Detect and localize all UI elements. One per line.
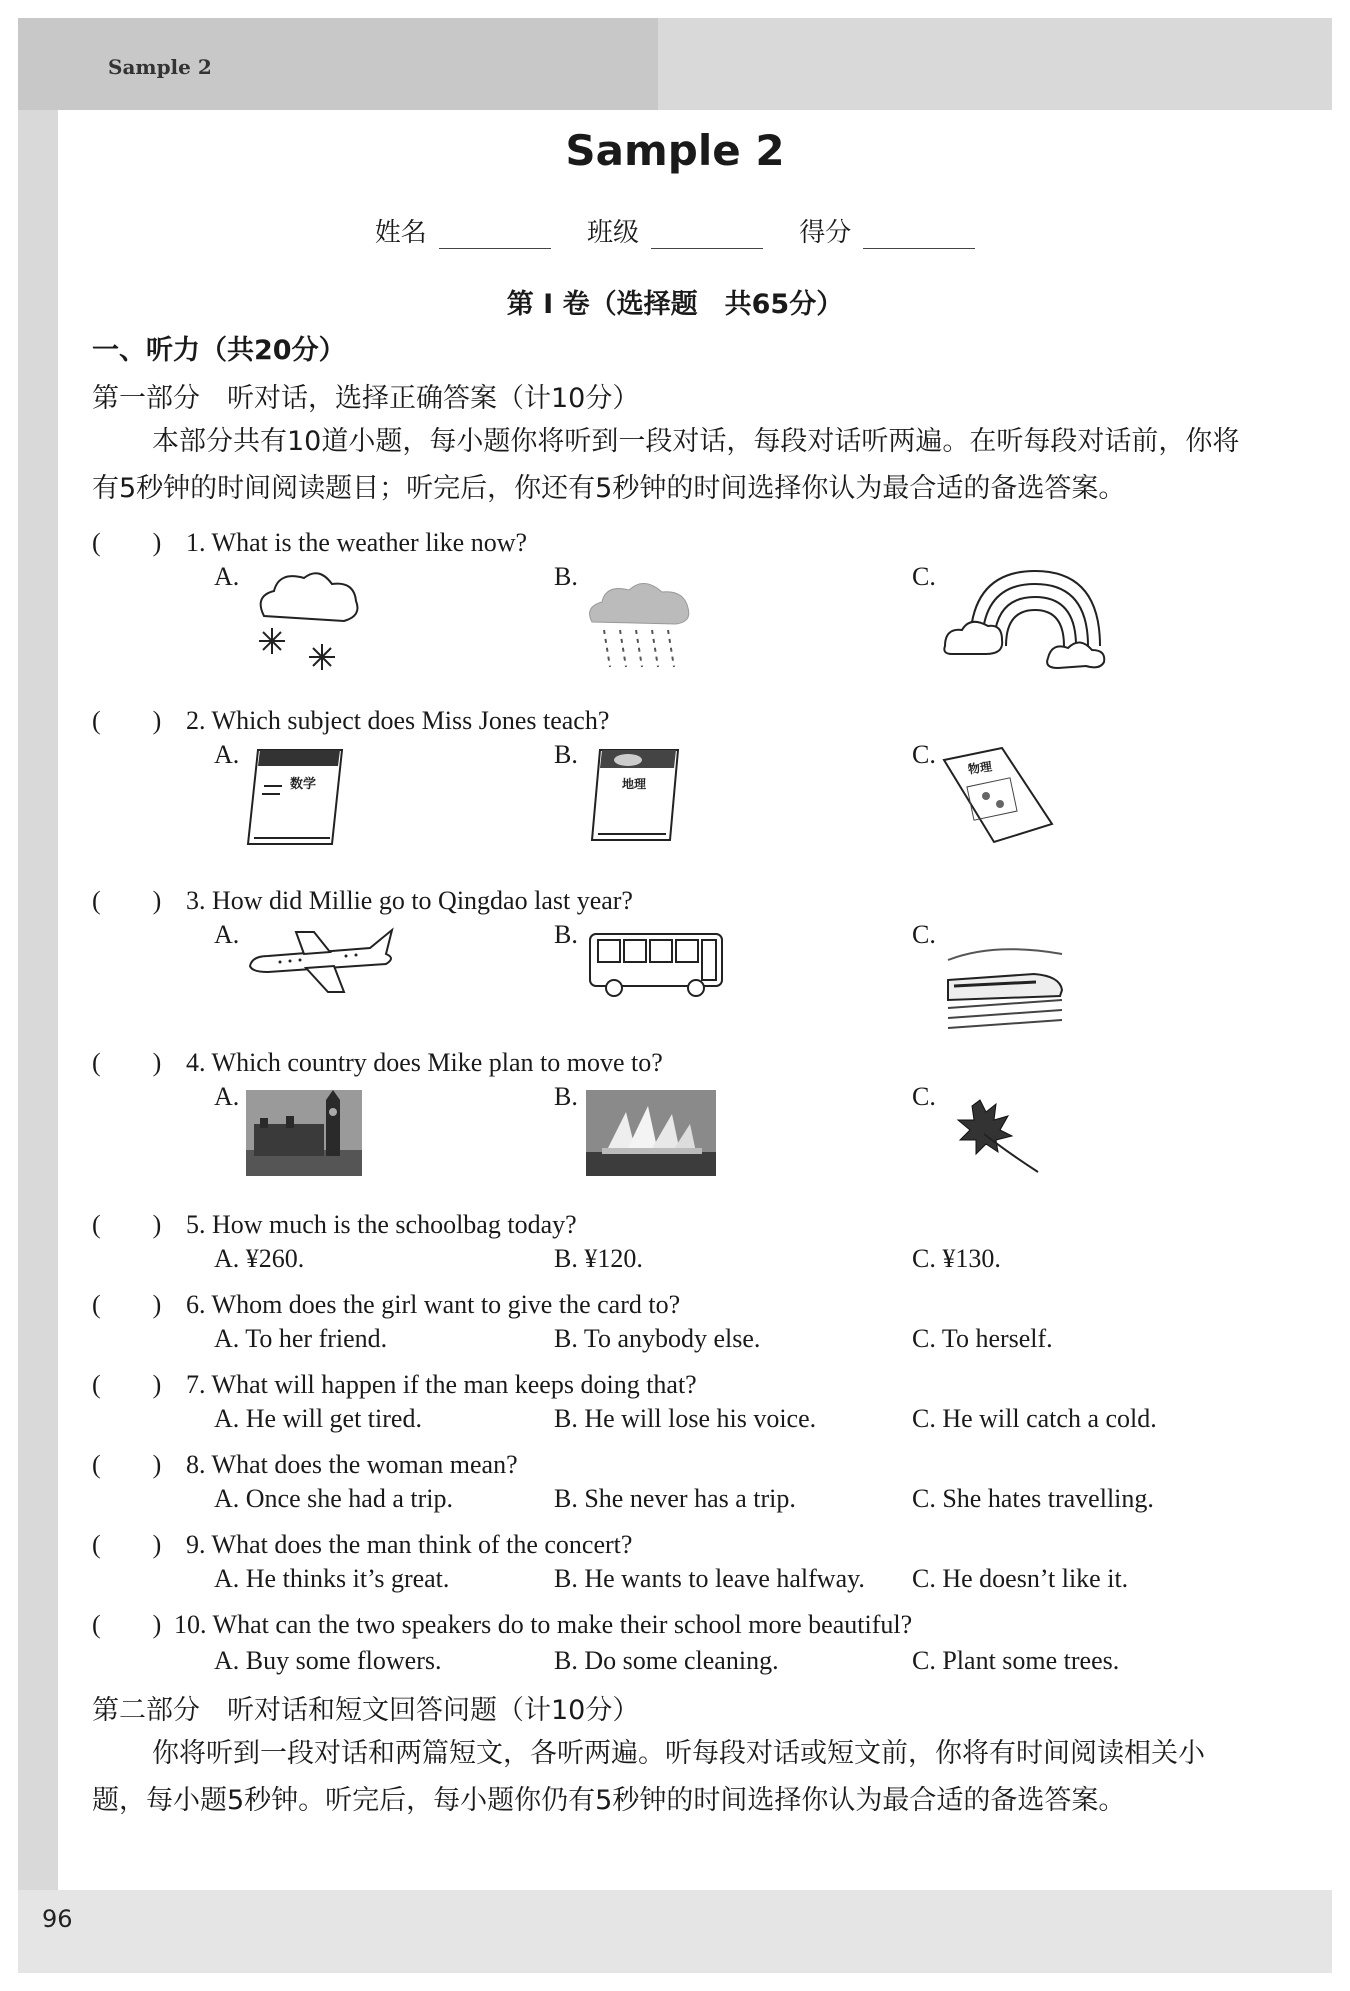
q1-option-b[interactable]: B. — [554, 562, 578, 591]
svg-text:数学: 数学 — [290, 777, 317, 792]
q5-option-c[interactable]: C. ¥130. — [912, 1244, 1001, 1273]
snow-cloud-icon — [244, 566, 364, 676]
part2-instructions: 你将听到一段对话和两篇短文，各听两遍。听每段对话或短文前，你将有时间阅读相关小题，每小题5秒钟。听完后，每小题你仍有5秒钟的时间选择你认为最合适的备选答案。 — [92, 1738, 1205, 1816]
q2-option-c[interactable]: C. — [912, 740, 936, 769]
train-icon — [944, 940, 1066, 1032]
part2-heading: 第二部分 听对话和短文回答问题（计10分） — [92, 1695, 640, 1726]
q9-option-c[interactable]: C. He doesn’t like it. — [912, 1564, 1129, 1593]
question-6: ( ) 6. Whom does the girl want to give the card to? — [92, 1290, 681, 1319]
q4-option-c[interactable]: C. — [912, 1082, 936, 1111]
q6-option-a[interactable]: A. To her friend. — [214, 1324, 388, 1353]
q2-option-b[interactable]: B. — [554, 740, 578, 769]
section-heading: 一、听力（共20分） — [92, 335, 346, 366]
student-info-row — [0, 212, 1350, 249]
q9-option-a[interactable]: A. He thinks it’s great. — [214, 1564, 450, 1593]
part1-instructions: 本部分共有10道小题，每小题你将听到一段对话，每段对话听两遍。在听每段对话前，你将有5秒钟的时间阅读题目；听完后，你还有5秒钟的时间选择你认为最合适的备选答案。 — [92, 426, 1240, 504]
name-field[interactable]: 姓名 — [375, 212, 551, 249]
q4-option-b[interactable]: B. — [554, 1082, 578, 1111]
question-2: ( ) 2. Which subject does Miss Jones teach? — [92, 706, 610, 735]
score-field[interactable]: 得分 — [799, 212, 975, 249]
q4-option-a[interactable]: A. — [214, 1082, 240, 1111]
big-ben-photo — [246, 1090, 362, 1176]
q3-option-c[interactable]: C. — [912, 920, 936, 949]
sydney-opera-house-photo — [586, 1090, 716, 1176]
q10-option-a[interactable]: A. Buy some flowers. — [214, 1646, 442, 1675]
q10-option-b[interactable]: B. Do some cleaning. — [554, 1646, 779, 1675]
q7-option-a[interactable]: A. He will get tired. — [214, 1404, 422, 1433]
svg-text:地理: 地理 — [622, 777, 647, 791]
q8-option-a[interactable]: A. Once she had a trip. — [214, 1484, 453, 1513]
svg-text:物理: 物理 — [967, 759, 993, 777]
q8-option-b[interactable]: B. She never has a trip. — [554, 1484, 796, 1513]
q9-option-b[interactable]: B. He wants to leave halfway. — [554, 1564, 865, 1593]
physics-book-icon — [940, 746, 1056, 846]
maple-leaf-icon — [950, 1094, 1042, 1174]
q5-option-a[interactable]: A. ¥260. — [214, 1244, 305, 1273]
q1-option-a[interactable]: A. — [214, 562, 240, 591]
page-number: 96 — [42, 1905, 73, 1933]
question-8: ( ) 8. What does the woman mean? — [92, 1450, 518, 1479]
q10-option-c[interactable]: C. Plant some trees. — [912, 1646, 1120, 1675]
rainbow-icon — [940, 566, 1110, 670]
volume-title: 第 Ⅰ 卷（选择题 共65分） — [506, 289, 844, 320]
q7-option-b[interactable]: B. He will lose his voice. — [554, 1404, 817, 1433]
q3-option-a[interactable]: A. — [214, 920, 240, 949]
q2-option-a[interactable]: A. — [214, 740, 240, 769]
footer-band — [18, 1890, 1332, 1973]
bus-icon — [586, 928, 728, 1000]
question-3: ( ) 3. How did Millie go to Qingdao last year? — [92, 886, 633, 915]
question-1: ( ) 1. What is the weather like now? — [92, 528, 528, 557]
question-4: ( ) 4. Which country does Mike plan to move to? — [92, 1048, 663, 1077]
question-10: ( ) 10. What can the two speakers do to make their school more beautiful? — [92, 1610, 913, 1639]
q7-option-c[interactable]: C. He will catch a cold. — [912, 1404, 1157, 1433]
class-field[interactable]: 班级 — [587, 212, 763, 249]
page-title: Sample 2 — [565, 126, 785, 175]
q6-option-c[interactable]: C. To herself. — [912, 1324, 1053, 1353]
geography-book-icon — [588, 746, 684, 846]
q1-option-c[interactable]: C. — [912, 562, 936, 591]
airplane-icon — [246, 926, 400, 996]
part1-heading: 第一部分 听对话，选择正确答案（计10分） — [92, 383, 640, 414]
question-7: ( ) 7. What will happen if the man keeps doing that? — [92, 1370, 697, 1399]
question-9: ( ) 9. What does the man think of the concert? — [92, 1530, 633, 1559]
q3-option-b[interactable]: B. — [554, 920, 578, 949]
question-5: ( ) 5. How much is the schoolbag today? — [92, 1210, 577, 1239]
q6-option-b[interactable]: B. To anybody else. — [554, 1324, 761, 1353]
q5-option-b[interactable]: B. ¥120. — [554, 1244, 643, 1273]
math-book-icon — [246, 746, 350, 850]
rain-cloud-icon — [584, 572, 694, 672]
q8-option-c[interactable]: C. She hates travelling. — [912, 1484, 1154, 1513]
running-header: Sample 2 — [108, 55, 212, 79]
